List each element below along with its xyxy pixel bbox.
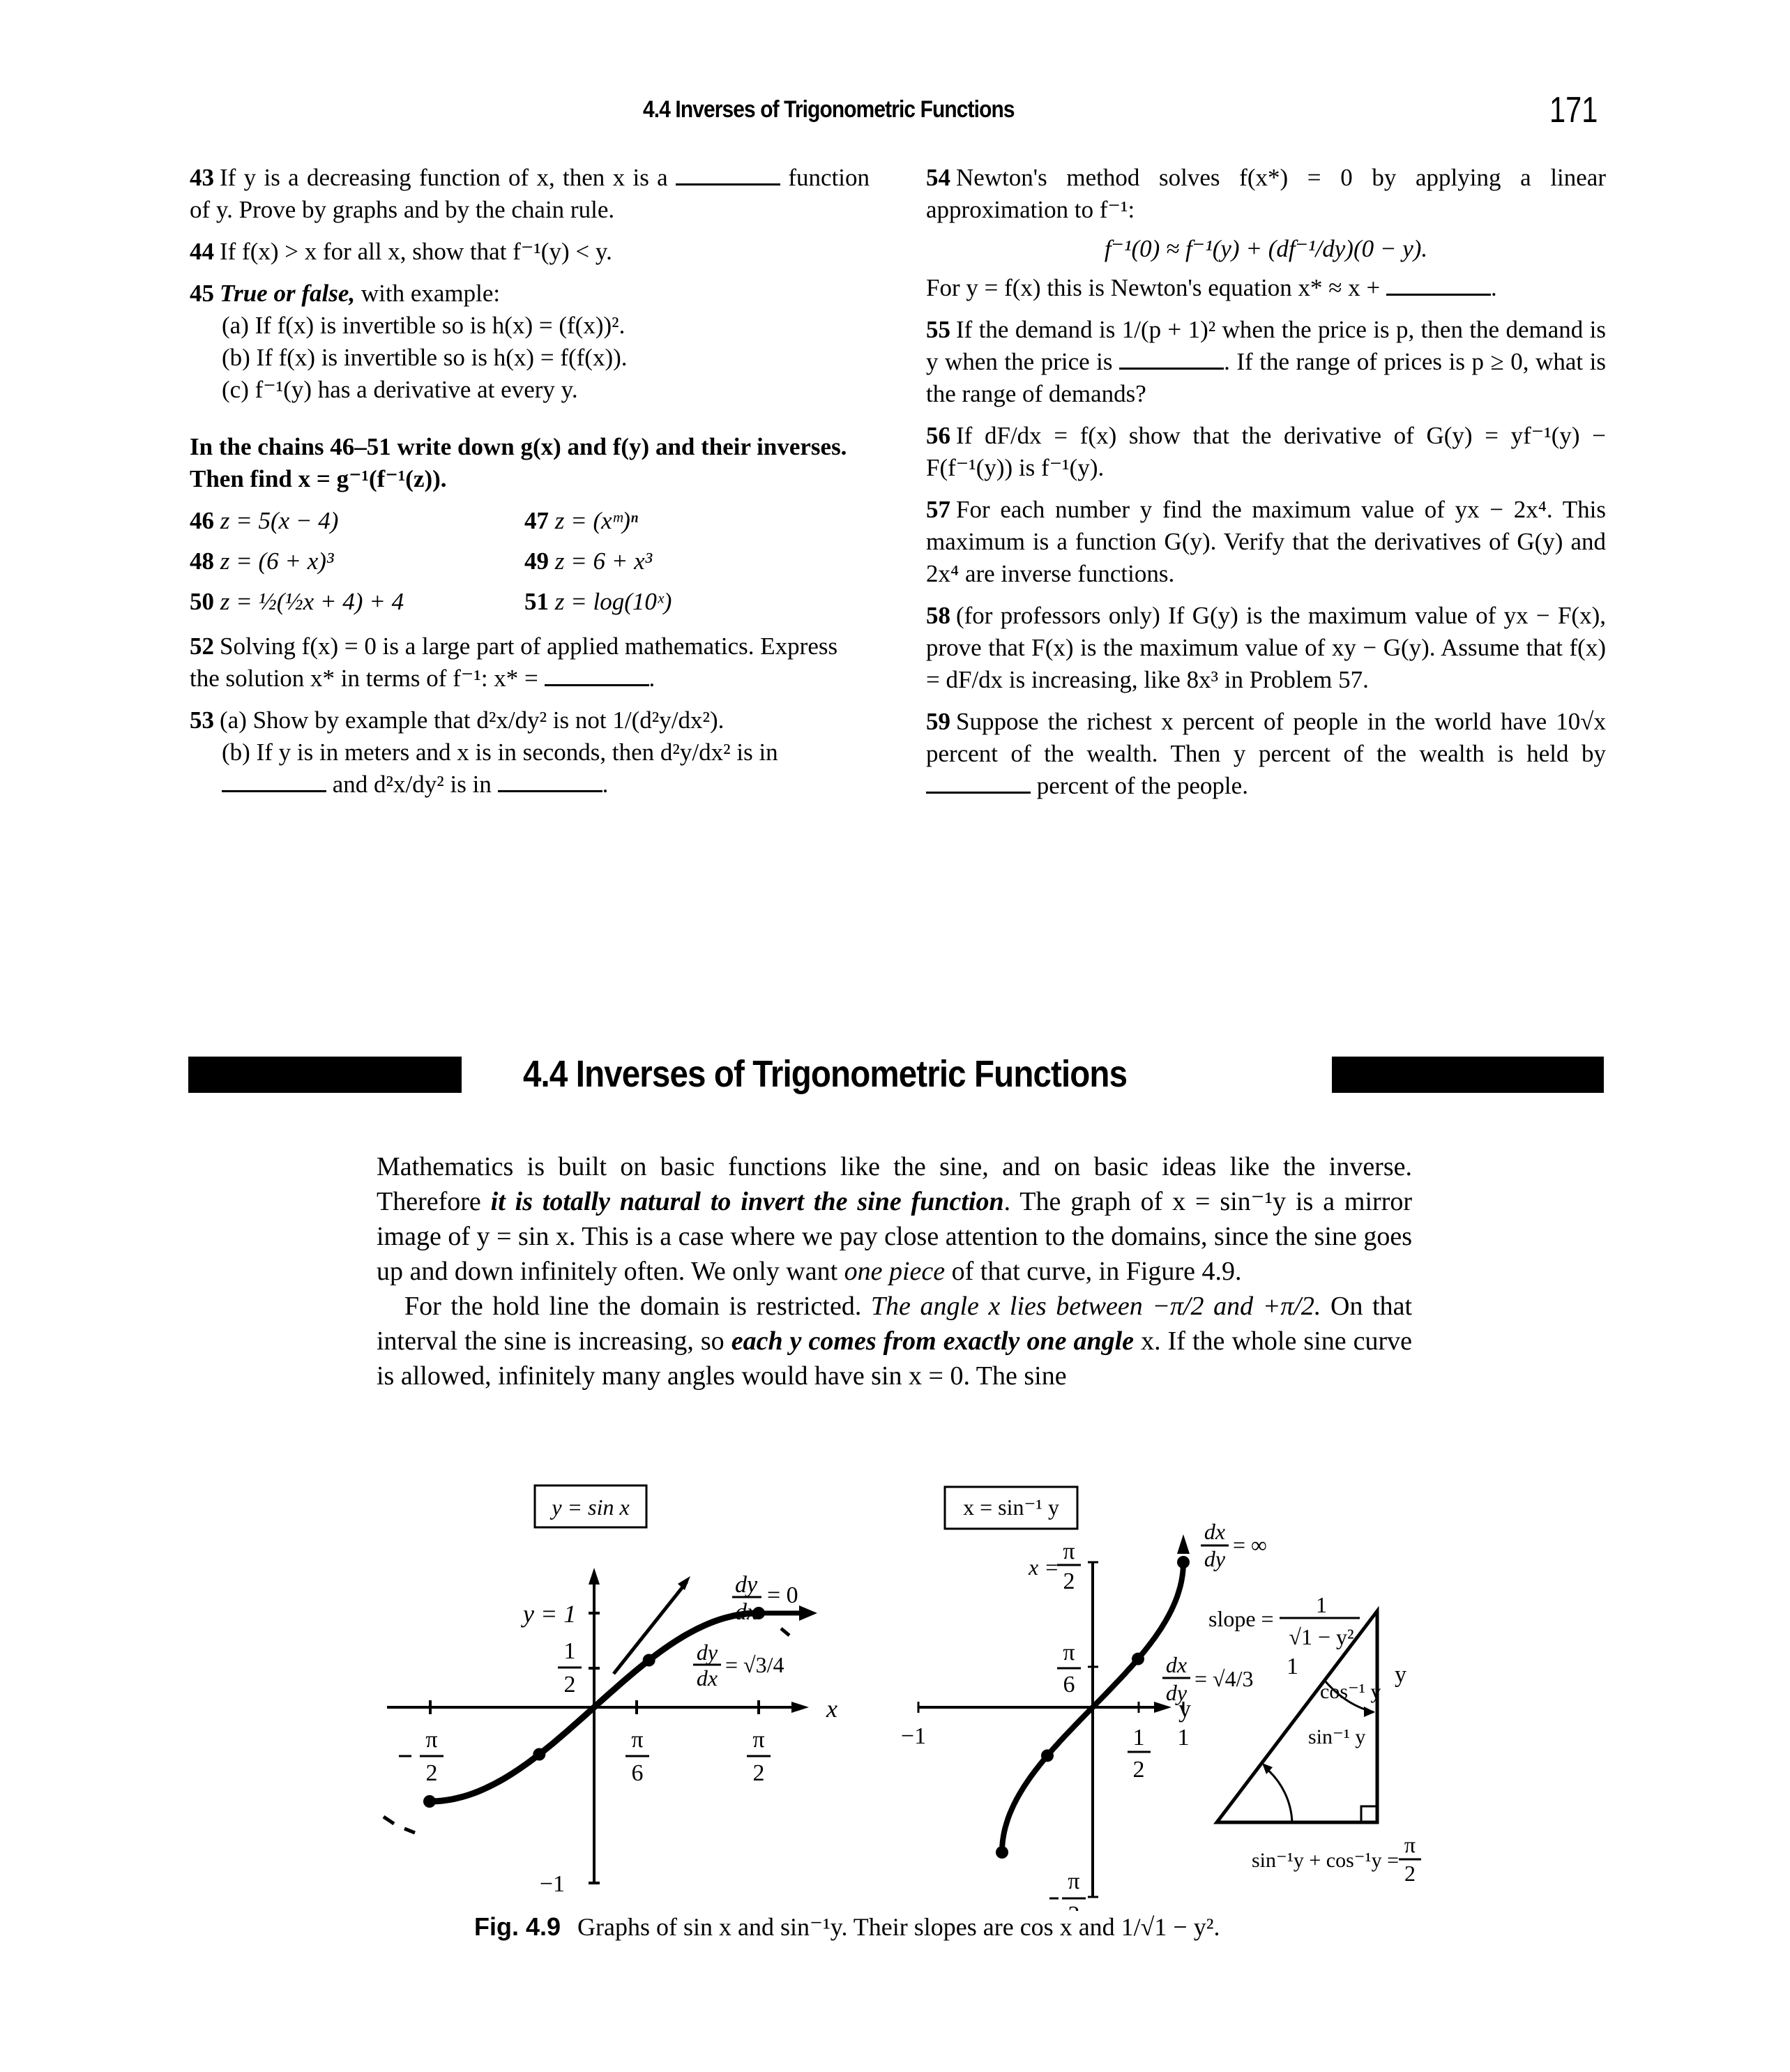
svg-text:= √4/3: = √4/3 — [1194, 1666, 1254, 1691]
caption-text: Graphs of sin x and sin⁻¹y. Their slopes are cos x and 1/√1 − y². — [577, 1913, 1220, 1941]
arcsin-point — [1177, 1556, 1190, 1568]
svg-text:= 0: = 0 — [767, 1582, 798, 1608]
svg-text:π: π — [425, 1727, 438, 1753]
label-x-pi-2-top — [1028, 1538, 1081, 1594]
svg-text:2: 2 — [1132, 1757, 1145, 1783]
exercise-53b-cont: and d²x/dy² is in . — [190, 769, 870, 801]
exercise-54: 54 Newton's method solves f(x*) = 0 by applying a linear approximation to f⁻¹: f⁻¹(0) ≈ f⁻¹(y) + (df⁻¹/dy)(0 − y). For y = f(x) this is Newton's equation x* ≈ x + . — [926, 164, 1606, 301]
exercise-55: 55 If the demand is 1/(p + 1)² when the price is p, then the demand is y when the price is . If the range of prices is p ≥ 0, what is the range of demands? — [926, 316, 1606, 407]
heading-bar-left — [188, 1057, 462, 1093]
svg-text:dy: dy — [696, 1640, 718, 1665]
exercise-57: 57 For each number y find the maximum value of yx − 2x⁴. This maximum is a function G(y). Verify that the derivatives of G(y) and 2x⁴ are inverse functions. — [926, 496, 1606, 587]
sin-inverse-label: sin⁻¹ y — [1308, 1725, 1366, 1748]
sin-point — [423, 1795, 436, 1808]
answer-blank — [1386, 274, 1491, 296]
exercise-59: 59 Suppose the richest x percent of people in the world have 10√x percent of the wealth. Then y percent of the wealth is held by percent of the people. — [926, 708, 1606, 799]
heading-bar-right — [1332, 1057, 1604, 1093]
label-x-pi-6 — [1057, 1640, 1081, 1697]
answer-blank — [222, 771, 326, 792]
tangent-arrow-right — [799, 1605, 817, 1621]
body-text — [377, 1149, 1412, 1393]
svg-text:6: 6 — [1063, 1672, 1075, 1697]
svg-text:dx: dx — [696, 1665, 718, 1691]
svg-text:2: 2 — [425, 1760, 438, 1786]
running-head — [0, 89, 1790, 131]
answer-blank — [545, 665, 649, 686]
exercise-44: 44 If f(x) > x for all x, show that f⁻¹(y) < y. — [190, 238, 612, 265]
svg-text:π: π — [1063, 1640, 1075, 1665]
chain-48: 48 z = (6 + x)³ — [190, 547, 334, 575]
label-y-half — [1128, 1725, 1151, 1783]
figure-caption — [474, 1912, 1450, 1942]
svg-text:2: 2 — [752, 1760, 765, 1786]
arcsin-point — [1041, 1749, 1054, 1762]
exercise-53b: (b) If y is in meters and x is in seconds, then d²y/dx² is in — [222, 739, 778, 766]
svg-text:2: 2 — [1063, 1568, 1075, 1594]
svg-text:dx: dx — [1204, 1519, 1226, 1544]
arcsin-point — [996, 1846, 1008, 1859]
slope-label-top — [732, 1572, 798, 1625]
label-x-neg-pi-2 — [1049, 1868, 1086, 1911]
exercise-53: 53 (a) Show by example that d²x/dy² is not 1/(d²y/dx²). (b) If y is in meters and x is in seconds, then d²y/dx² is in and d²x/dy² is in . — [190, 704, 870, 801]
label-y-1: y = 1 — [523, 1600, 577, 1628]
arcsin-box-label: x = sin⁻¹ y — [963, 1495, 1059, 1520]
exercise-45a: (a) If f(x) is invertible so is h(x) = (f(x))². — [222, 312, 625, 339]
svg-text:1: 1 — [1316, 1592, 1327, 1617]
arcsin-point — [1132, 1653, 1144, 1665]
chains-instruction: In the chains 46–51 write down g(x) and f(y) and their inverses. Then find x = g⁻¹(f⁻¹(z)). — [190, 433, 847, 492]
svg-text:sin⁻¹y + cos⁻¹y =: sin⁻¹y + cos⁻¹y = — [1252, 1849, 1399, 1872]
svg-text:1: 1 — [1132, 1725, 1145, 1750]
chain-49: 49 z = 6 + x³ — [524, 547, 653, 575]
exercise-43: 43 If y is a decreasing function of x, then x is a function of y. Prove by graphs and by the chain rule. — [190, 164, 870, 223]
label-x-pi-2 — [747, 1727, 771, 1786]
hypotenuse-label: 1 — [1287, 1654, 1298, 1679]
sin-x-axis-arrow — [791, 1702, 809, 1713]
sin-y-axis-arrow — [589, 1568, 600, 1585]
arcsin-graph — [901, 1487, 1360, 1911]
label-y-1: 1 — [1177, 1725, 1190, 1750]
svg-text:dy: dy — [1165, 1680, 1188, 1705]
label-y-neg1: −1 — [900, 1723, 927, 1749]
answer-blank — [926, 772, 1031, 794]
cos-inverse-label: cos⁻¹ y — [1320, 1680, 1381, 1703]
chains-grid — [190, 505, 870, 618]
svg-text:dx: dx — [1165, 1652, 1188, 1677]
svg-text:dx: dx — [734, 1599, 758, 1625]
newton-equation: f⁻¹(0) ≈ f⁻¹(y) + (df⁻¹/dy)(0 − y). — [1104, 235, 1428, 262]
chain-51: 51 z = log(10ˣ) — [524, 588, 672, 615]
svg-text:= √3/4: = √3/4 — [725, 1652, 784, 1677]
sin-graph — [384, 1485, 837, 1897]
slope-label-mid — [693, 1640, 784, 1691]
figure-4-9 — [363, 1465, 1450, 1911]
chain-46: 46 z = 5(x − 4) — [190, 507, 339, 534]
arc-cos-arrow — [1364, 1707, 1375, 1717]
svg-text:dy: dy — [734, 1572, 758, 1598]
triangle-diagram — [1217, 1611, 1421, 1886]
figure-svg — [363, 1465, 1450, 1911]
section-title: 4.4 Inverses of Trigonometric Functions — [523, 1053, 1128, 1095]
sin-box-label: y = sin x — [552, 1495, 630, 1520]
running-head-title: 4.4 Inverses of Trigonometric Functions — [643, 96, 1015, 123]
exercise-45b: (b) If f(x) is invertible so is h(x) = f(f(x)). — [222, 344, 628, 371]
exercises-left-column — [190, 162, 870, 810]
page-number: 171 — [1549, 90, 1598, 130]
svg-text:6: 6 — [631, 1760, 644, 1786]
exercise-45c: (c) f⁻¹(y) has a derivative at every y. — [222, 376, 578, 403]
side-label: y — [1395, 1662, 1406, 1688]
svg-text:π: π — [631, 1727, 644, 1753]
arc-sin-angle — [1266, 1768, 1292, 1822]
answer-blank — [498, 771, 602, 792]
svg-text:π: π — [1404, 1832, 1416, 1857]
figure-label: Fig. 4.9 — [474, 1912, 561, 1941]
chain-47: 47 z = (xᵐ)ⁿ — [524, 507, 638, 534]
svg-text:x =: x = — [1029, 1555, 1059, 1580]
section-heading — [188, 1053, 1604, 1095]
paragraph-1: Mathematics is built on basic functions like the sine, and on basic ideas like the inverse. Therefore it is totally natural to invert the sine function. The graph of x = sin⁻¹y is a mirror image of y = sin x. This is a case where we pay close attention to the domains, since the sine goes up and down infinitely often. We only want one piece of that curve, in Figure 4.9. — [377, 1152, 1413, 1286]
right-angle-marker — [1361, 1806, 1377, 1822]
sin-point — [533, 1748, 545, 1761]
sin-x-axis-label: x — [826, 1695, 837, 1723]
label-y-half-den: 2 — [563, 1672, 576, 1697]
paragraph-2: For the hold line the domain is restricted. The angle x lies between −π/2 and +π/2. On that interval the sine is increasing, so each y comes from exactly one angle x. If the whole sine curve is allowed, infinitely many angles would have sin x = 0. The sine — [377, 1292, 1412, 1391]
sin-continuation-dashes-left — [384, 1817, 415, 1833]
sin-continuation-dashes-right — [781, 1628, 789, 1635]
arcsin-y-axis-label: y — [1178, 1695, 1191, 1723]
exercise-52: 52 Solving f(x) = 0 is a large part of applied mathematics. Express the solution x* in terms of f⁻¹: x* = . — [190, 633, 838, 692]
label-y-half-num: 1 — [563, 1638, 576, 1664]
svg-text:dy: dy — [1204, 1546, 1226, 1571]
svg-text:2 — [1068, 1902, 1080, 1911]
identity-label — [1252, 1832, 1421, 1886]
sin-point — [643, 1654, 655, 1667]
svg-text:√1 − y²: √1 − y² — [1289, 1624, 1354, 1649]
label-y-neg1: −1 — [539, 1871, 565, 1897]
label-x-pi-6 — [625, 1727, 649, 1786]
slope-label-infinity — [1201, 1519, 1267, 1571]
arcsin-top-arrow — [1177, 1534, 1190, 1554]
exercise-58: 58 (for professors only) If G(y) is the maximum value of yx − F(x), prove that F(x) is the maximum value of xy − G(y). Assume that f(x) = dF/dx is increasing, like 8x³ in Problem 57. — [926, 602, 1606, 693]
label-x-neg-pi-2 — [399, 1727, 443, 1786]
answer-blank — [1119, 348, 1224, 370]
exercise-56: 56 If dF/dx = f(x) show that the derivative of G(y) = yf⁻¹(y) − F(f⁻¹(y)) is f⁻¹(y). — [926, 422, 1606, 481]
svg-text:π: π — [1068, 1868, 1080, 1894]
answer-blank — [676, 164, 780, 186]
slope-label-mid — [1162, 1652, 1254, 1705]
exercises-right-column — [926, 162, 1606, 812]
exercise-45: 45 True or false, with example: (a) If f(x) is invertible so is h(x) = (f(x))². (b) If f(x) is invertible so is h(x) = f(f(x)). (c) f⁻¹(y) has a derivative at every y. — [190, 278, 870, 406]
svg-text:π: π — [1063, 1538, 1075, 1564]
svg-text:π: π — [752, 1727, 765, 1753]
svg-text:2: 2 — [1404, 1861, 1416, 1886]
svg-text:= ∞: = ∞ — [1233, 1532, 1267, 1557]
chain-50: 50 z = ½(½x + 4) + 4 — [190, 588, 404, 615]
slope-label-general — [1208, 1592, 1360, 1649]
svg-text:slope =: slope = — [1208, 1606, 1274, 1631]
